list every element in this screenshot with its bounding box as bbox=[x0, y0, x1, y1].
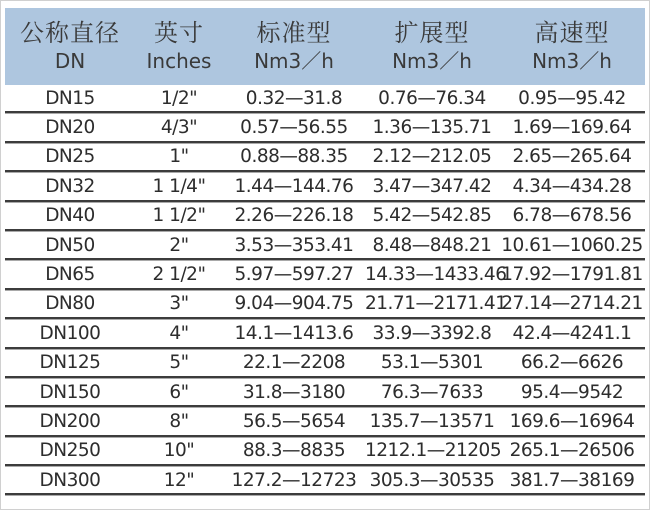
cell-high-speed-range: 6.78—678.56 bbox=[512, 205, 632, 227]
cell-extended-range: 2.12—212.05 bbox=[372, 146, 492, 168]
table-row bbox=[5, 173, 645, 201]
header-cell-extended bbox=[365, 20, 499, 73]
cell-standard-range: 0.88—88.35 bbox=[240, 146, 348, 168]
cell-dn: DN200 bbox=[39, 410, 101, 432]
header-sublabel-extended: Nm3／h bbox=[392, 48, 472, 73]
cell-extended-range: 33.9—3392.8 bbox=[372, 322, 492, 344]
table-header bbox=[5, 8, 645, 85]
cell-extended-range: 5.42—542.85 bbox=[372, 205, 492, 227]
header-sublabel-dn: DN bbox=[54, 48, 86, 73]
header-sublabel-inches: Inches bbox=[146, 48, 212, 73]
table-row bbox=[5, 261, 645, 289]
header-label-standard: 标准型 bbox=[256, 19, 332, 48]
cell-dn: DN32 bbox=[45, 175, 95, 197]
cell-dn: DN20 bbox=[45, 117, 95, 139]
cell-dn: DN15 bbox=[45, 87, 95, 109]
cell-extended-range: 14.33—1433.46 bbox=[365, 264, 507, 286]
cell-inches: 5" bbox=[169, 352, 189, 374]
table-body bbox=[1, 85, 649, 495]
cell-dn: DN40 bbox=[45, 205, 95, 227]
cell-extended-range: 76.3—7633 bbox=[380, 381, 484, 403]
cell-standard-range: 88.3—8835 bbox=[242, 440, 346, 462]
cell-inches: 10" bbox=[163, 440, 195, 462]
cell-high-speed-range: 265.1—26506 bbox=[509, 440, 635, 462]
cell-high-speed-range: 27.14—2714.21 bbox=[501, 293, 643, 315]
cell-standard-range: 31.8—3180 bbox=[242, 381, 346, 403]
cell-inches: 2" bbox=[169, 234, 189, 256]
cell-dn: DN150 bbox=[39, 381, 101, 403]
cell-inches: 8" bbox=[169, 410, 189, 432]
cell-inches: 12" bbox=[163, 469, 195, 491]
cell-inches: 1 1/2" bbox=[152, 205, 206, 227]
cell-standard-range: 3.53—353.41 bbox=[234, 234, 354, 256]
cell-extended-range: 1.36—135.71 bbox=[372, 117, 492, 139]
cell-inches: 6" bbox=[169, 381, 189, 403]
cell-extended-range: 305.3—30535 bbox=[369, 469, 495, 491]
cell-standard-range: 0.32—31.8 bbox=[245, 87, 343, 109]
cell-dn: DN50 bbox=[45, 234, 95, 256]
cell-extended-range: 0.76—76.34 bbox=[378, 87, 486, 109]
header-sublabel-standard: Nm3／h bbox=[254, 48, 334, 73]
cell-high-speed-range: 169.6—16964 bbox=[509, 410, 635, 432]
cell-standard-range: 0.57—56.55 bbox=[240, 117, 348, 139]
table-row bbox=[5, 467, 645, 495]
header-cell-dn bbox=[5, 20, 135, 73]
cell-extended-range: 1212.1—21205 bbox=[365, 440, 502, 462]
cell-high-speed-range: 95.4—9542 bbox=[520, 381, 624, 403]
cell-high-speed-range: 2.65—265.64 bbox=[512, 146, 632, 168]
cell-inches: 4" bbox=[169, 322, 189, 344]
table-row bbox=[5, 203, 645, 231]
cell-standard-range: 22.1—2208 bbox=[242, 352, 346, 374]
header-cell-high-speed bbox=[499, 20, 645, 73]
cell-dn: DN100 bbox=[39, 322, 101, 344]
cell-high-speed-range: 10.61—1060.25 bbox=[501, 234, 643, 256]
cell-high-speed-range: 4.34—434.28 bbox=[512, 175, 632, 197]
cell-high-speed-range: 1.69—169.64 bbox=[512, 117, 632, 139]
cell-dn: DN25 bbox=[45, 146, 95, 168]
table-row bbox=[5, 438, 645, 466]
table-row bbox=[5, 408, 645, 436]
table-row bbox=[5, 350, 645, 378]
cell-extended-range: 135.7—13571 bbox=[369, 410, 495, 432]
table-row bbox=[5, 232, 645, 260]
cell-dn: DN125 bbox=[39, 352, 101, 374]
cell-high-speed-range: 0.95—95.42 bbox=[518, 87, 626, 109]
cell-inches: 1 1/4" bbox=[152, 175, 206, 197]
cell-standard-range: 1.44—144.76 bbox=[234, 175, 354, 197]
cell-inches: 1/2" bbox=[160, 87, 198, 109]
cell-standard-range: 2.26—226.18 bbox=[234, 205, 354, 227]
header-label-dn: 公称直径 bbox=[20, 19, 120, 48]
cell-extended-range: 53.1—5301 bbox=[380, 352, 484, 374]
cell-high-speed-range: 42.4—4241.1 bbox=[512, 322, 632, 344]
cell-high-speed-range: 66.2—6626 bbox=[520, 352, 624, 374]
cell-inches: 2 1/2" bbox=[152, 264, 206, 286]
table-row bbox=[5, 114, 645, 142]
header-label-high-speed: 高速型 bbox=[534, 19, 610, 48]
cell-extended-range: 8.48—848.21 bbox=[372, 234, 492, 256]
cell-dn: DN65 bbox=[45, 264, 95, 286]
cell-inches: 1" bbox=[169, 146, 189, 168]
header-sublabel-high-speed: Nm3／h bbox=[532, 48, 612, 73]
table-row bbox=[5, 144, 645, 172]
table-row bbox=[5, 85, 645, 113]
header-cell-inches bbox=[135, 20, 223, 73]
table-row bbox=[5, 291, 645, 319]
header-label-inches: 英寸 bbox=[154, 19, 204, 48]
header-cell-standard bbox=[223, 20, 365, 73]
cell-high-speed-range: 17.92—1791.81 bbox=[501, 264, 643, 286]
cell-dn: DN80 bbox=[45, 293, 95, 315]
cell-inches: 3" bbox=[169, 293, 189, 315]
cell-standard-range: 127.2—12723 bbox=[231, 469, 357, 491]
cell-inches: 4/3" bbox=[160, 117, 198, 139]
table-row bbox=[5, 379, 645, 407]
cell-dn: DN300 bbox=[39, 469, 101, 491]
table-row bbox=[5, 320, 645, 348]
cell-standard-range: 14.1—1413.6 bbox=[234, 322, 354, 344]
cell-extended-range: 21.71—2171.41 bbox=[365, 293, 507, 315]
cell-standard-range: 5.97—597.27 bbox=[234, 264, 354, 286]
cell-high-speed-range: 381.7—38169 bbox=[509, 469, 635, 491]
cell-standard-range: 9.04—904.75 bbox=[234, 293, 354, 315]
header-label-extended: 扩展型 bbox=[394, 19, 470, 48]
cell-extended-range: 3.47—347.42 bbox=[372, 175, 492, 197]
cell-standard-range: 56.5—5654 bbox=[242, 410, 346, 432]
cell-dn: DN250 bbox=[39, 440, 101, 462]
